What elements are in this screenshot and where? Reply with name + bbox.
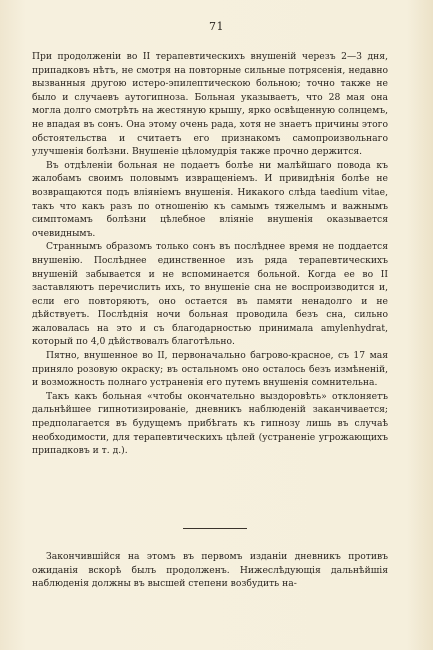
closing-paragraph: Закончившійся на этомъ въ первомъ изданіи дневникъ противъ ожиданія вскорѣ былъ продолженъ. Нижеслѣдующія дальнѣйшія наблюденія должны въ высшей степени возбудить на- (32, 551, 388, 590)
paragraph-1: При продолженіи во II терапевтическихъ внушеній черезъ 2—3 дня, припадковъ нѣтъ, не смотря на повторные сильные потрясенія, недавно вызванныя другою истеро-эпилептическою больною; точно также не было и случаевъ аутогипноза. Больная указываетъ, что 28 мая она могла долго смотрѣть на жестяную крышу, ярко освѣщенную солнцемъ, не впадая въ сонъ. Она этому очень рада, хотя не знаетъ причины этого обстоятельства и считаетъ его признакомъ самопроизвольнаго улучшенія болѣзни. Внушеніе цѣломудрія также прочно держится. (32, 51, 388, 158)
paragraph-2: Въ отдѣленіи больная не подаетъ болѣе ни малѣйшаго повода къ жалобамъ своимъ половымъ извращеніемъ. И привидѣнія болѣе не возвращаются подъ вліяніемъ внушенія. Никакого слѣда taedium vitae, такъ что какъ разъ по отношенію къ самымъ тяжелымъ и важнымъ симптомамъ болѣзни цѣлебное вліяніе внушенія оказывается очевиднымъ. (32, 159, 388, 239)
section-divider (183, 528, 247, 529)
paragraph-5: Такъ какъ больная «чтобы окончательно выздоровѣть» отклоняетъ дальнѣйшее гипнотизированіе, дневникъ наблюденій заканчивается; предполагается въ будущемъ прибѣгать къ гипнозу лишь въ случаѣ необходимости, для терапевтическихъ цѣлей (устраненіе угрожающихъ припадковъ и т. д.). (32, 390, 388, 457)
paragraph-3: Страннымъ образомъ только сонъ въ послѣднее время не поддается внушенію. Послѣднее единственное изъ ряда терапевтическихъ внушеній забывается и не вспоминается больной. Когда ее во II заставляютъ перечислить ихъ, то внушеніе сна не воспроизводится и, если его повторяютъ, оно остается въ памяти ненадолго и не дѣйствуетъ. Послѣднія ночи больная проводила безъ сна, сильно жаловалась на это и съ благодарностью принимала amylenhydrat, который по 4,0 дѣйствовалъ благотѣльно. (32, 241, 388, 348)
paragraph-4: Пятно, внушенное во II, первоначально багрово-красное, съ 17 мая приняло розовую окраску; въ остальномъ оно осталось безъ измѣненій, и возможность полнаго устраненія его путемъ внушенія сомнительна. (32, 350, 388, 389)
page-number: 71 (209, 20, 224, 33)
closing-text-block (32, 550, 388, 591)
main-text-block (32, 50, 388, 458)
